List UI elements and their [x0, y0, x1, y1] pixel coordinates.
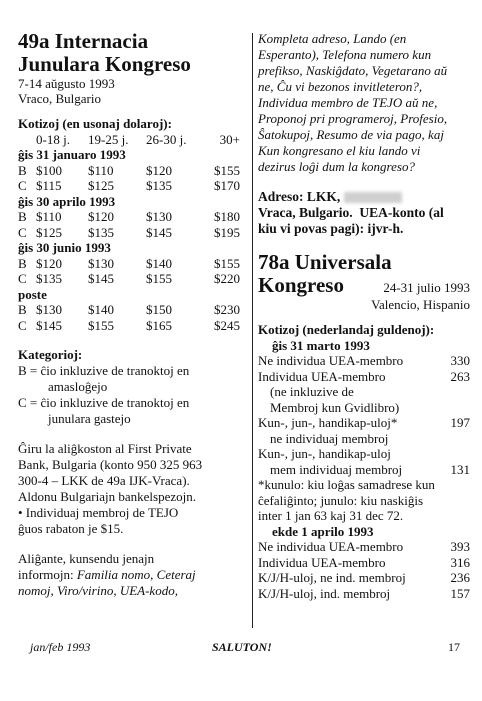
- ijk-place: Vraco, Bulgario: [18, 91, 101, 106]
- signup-line: [18, 567, 250, 583]
- signup-italic: Familia nomo, Ceteraj: [76, 566, 196, 582]
- fee-note: Membroj kun Gvidlibro): [270, 399, 400, 415]
- fee-cell: $120: [146, 162, 172, 178]
- category-letter: C: [18, 317, 27, 333]
- address-block: [258, 189, 470, 237]
- fee-value: 157: [450, 585, 470, 601]
- fee-row: [18, 163, 250, 179]
- fee-cell: $120: [88, 209, 114, 224]
- fee-cell: $135: [36, 271, 62, 286]
- fee-row: [18, 209, 250, 225]
- fee-cell: $115: [36, 178, 62, 193]
- fee-note: (ne inkluzive de: [270, 384, 354, 399]
- fee-cell: $145: [88, 271, 114, 286]
- fee-cell: $155: [88, 317, 114, 333]
- payment-paragraph: [18, 441, 250, 537]
- fee-value: 197: [450, 415, 470, 430]
- footer-magazine: SALUTON!: [212, 640, 272, 654]
- fee-cell: $170: [214, 178, 240, 193]
- continued-line: dezirus loĝi dum la kongreso?: [258, 159, 415, 174]
- address-label: Adreso: LKK,: [258, 189, 341, 204]
- fee-cell: $130: [146, 209, 172, 224]
- uk-place: Valencio, Hispanio: [371, 297, 470, 312]
- column-divider: [252, 33, 253, 628]
- address-city: Vraca, Bulgario.: [258, 205, 353, 220]
- fee-cell: $120: [36, 255, 62, 271]
- fee-row: [258, 353, 470, 369]
- category-letter: B: [18, 209, 27, 224]
- fee-row: [258, 570, 470, 586]
- address-line: kiu vi povas pagi): ijvr-h.: [258, 221, 404, 236]
- uk-title-row: [258, 274, 470, 297]
- payment-line: ĝuos rabaton je $15.: [18, 520, 124, 536]
- fee-cell: $145: [36, 317, 62, 333]
- uk-period-1: ĝis 31 marto 1993: [272, 337, 370, 353]
- signup-line: nomoj, Viro/virino, UEA-kodo,: [18, 582, 178, 598]
- ijk-fee-table: [18, 147, 250, 333]
- category-b-line1: B = ĉio inkluzive de tranoktoj en: [18, 362, 190, 378]
- footnote-line: *kunulo: kiu loĝas samadrese kun: [258, 477, 435, 492]
- fee-label: K/J/H-uloj, ind. membroj: [258, 585, 391, 601]
- fee-label: Kun-, jun-, handikap-uloj: [258, 446, 391, 461]
- uk-title-line2: Kongreso: [258, 273, 344, 297]
- category-letter: C: [18, 178, 27, 193]
- category-b-line2: amasloĝejo: [48, 378, 108, 394]
- fee-row: [258, 555, 470, 571]
- fee-cell: $140: [146, 255, 172, 271]
- fee-cell: $155: [214, 162, 240, 178]
- fee-label: Ne individua UEA-membro: [258, 539, 404, 554]
- fee-cell: $180: [214, 209, 240, 224]
- period-label: ĝis 31 januaro 1993: [18, 147, 126, 162]
- category-b: [18, 363, 250, 395]
- category-letter: C: [18, 224, 27, 240]
- uk-title-line1: 78a Universala: [258, 250, 392, 274]
- fee-label: Kun-, jun-, handikap-uloj*: [258, 415, 398, 430]
- fee-row: [18, 318, 250, 334]
- fee-cell: $135: [146, 178, 172, 193]
- fee-row: [258, 369, 470, 385]
- period-label: ĝis 30 junio 1993: [18, 240, 111, 255]
- fee-note: ne individuaj membroj: [270, 430, 389, 446]
- fee-row: [258, 539, 470, 555]
- payment-line: Aldonu Bulgariajn bankelspezojn.: [18, 488, 196, 504]
- category-c-line1: C = ĉio inkluzive de tranoktoj en: [18, 394, 190, 410]
- uk-fees-title: Kotizoj (nederlandaj guldenoj):: [258, 322, 435, 337]
- ijk-fees-title: Kotizoj (en usonaj dolaroj):: [18, 116, 172, 131]
- continued-line: Esperanto), Telefona numero kun: [258, 47, 432, 62]
- continued-line: Proponoj pri programeroj, Profesio,: [258, 111, 448, 126]
- address-line: [258, 205, 470, 221]
- payment-line: 300-4 – LKK de 49a IJK-Vraca).: [18, 472, 190, 488]
- ijk-title-line2: Junulara Kongreso: [18, 52, 191, 76]
- category-c-line2: junulara gastejo: [48, 410, 131, 426]
- fee-label: Individua UEA-membro: [258, 368, 386, 384]
- fee-cell: $125: [36, 224, 62, 240]
- continued-list: [258, 31, 470, 175]
- fee-label: mem individuaj membroj: [270, 461, 403, 477]
- signup-paragraph: [18, 551, 250, 599]
- age-col-1: 0-18 j.: [36, 131, 70, 147]
- left-column: [18, 30, 250, 599]
- signup-text: informojn:: [18, 566, 77, 582]
- fee-label: Ne individua UEA-membro: [258, 353, 404, 368]
- footnote-line: inter 1 jan 63 kaj 31 dec 72.: [258, 508, 404, 523]
- right-column: [258, 31, 470, 601]
- continued-line: prefikso, Naskiĝdato, Vegetarano aŭ: [258, 63, 448, 78]
- uk-period-2: ekde 1 aprilo 1993: [272, 523, 374, 539]
- age-header: [18, 132, 250, 148]
- fee-value: 330: [450, 353, 470, 368]
- fee-label: Individua UEA-membro: [258, 554, 386, 570]
- continued-line: Kompleta adreso, Lando (en: [258, 31, 407, 46]
- fee-row: [18, 225, 250, 241]
- age-col-3: 26-30 j.: [146, 131, 187, 147]
- fee-cell: $155: [214, 255, 240, 271]
- fee-row: [258, 415, 470, 431]
- payment-line: • Individuaj membroj de TEJO: [18, 504, 179, 520]
- fee-row: [18, 178, 250, 194]
- fee-row: [18, 302, 250, 318]
- fee-cell: $230: [214, 302, 240, 317]
- fee-cell: $155: [146, 271, 172, 286]
- fee-cell: $100: [36, 162, 62, 178]
- fee-cell: $135: [88, 224, 114, 240]
- fee-cell: $220: [214, 271, 240, 286]
- fee-cell: $110: [36, 209, 62, 224]
- fee-cell: $125: [88, 178, 114, 193]
- age-col-2: 19-25 j.: [88, 131, 129, 147]
- uea-konto: UEA-konto (al: [359, 205, 444, 220]
- footnote: [258, 477, 470, 524]
- footnote-line: ĉefaliĝinto; junulo: kiu naskiĝis: [258, 492, 424, 508]
- continued-line: ne, Ĉu vi bezonos invitleteron?,: [258, 79, 423, 94]
- ijk-dates: 7-14 aŭgusto 1993: [18, 76, 115, 91]
- payment-line: Ĝiru la aliĝkoston al First Private: [18, 440, 192, 456]
- fee-value: 316: [450, 554, 470, 570]
- categories-title: Kategorioj:: [18, 347, 83, 362]
- uk-dates: 24-31 julio 1993: [383, 280, 470, 295]
- fee-cell: $195: [214, 224, 240, 240]
- fee-row: [18, 256, 250, 272]
- category-letter: B: [18, 302, 27, 317]
- fee-value: 236: [450, 570, 470, 585]
- fee-cell: $130: [88, 255, 114, 271]
- signup-line: Aliĝante, kunsendu jenajn: [18, 550, 155, 566]
- fee-row: [18, 271, 250, 287]
- category-letter: C: [18, 271, 27, 286]
- fee-value: 131: [450, 461, 470, 477]
- address-line: [258, 189, 470, 205]
- fee-cell: $140: [88, 302, 114, 317]
- fee-value: 263: [450, 368, 470, 384]
- fee-cell: $110: [88, 162, 114, 178]
- fee-value: 393: [450, 539, 470, 554]
- continued-line: Ŝatokupoj, Resumo de via pago, kaj: [258, 127, 444, 142]
- fee-row: [258, 462, 470, 478]
- age-col-4: 30+: [219, 131, 240, 147]
- ijk-title-line1: 49a Internacia: [18, 29, 149, 53]
- fee-cell: $145: [146, 224, 172, 240]
- continued-line: Individua membro de TEJO aŭ ne,: [258, 95, 438, 110]
- fee-label: K/J/H-uloj, ne ind. membroj: [258, 570, 406, 585]
- fee-cell: $150: [146, 302, 172, 317]
- page-number: 17: [448, 640, 460, 654]
- fee-cell: $130: [36, 302, 62, 317]
- redacted-address: [344, 192, 402, 203]
- fee-cell: $245: [214, 317, 240, 333]
- footer-date: jan/feb 1993: [30, 640, 91, 654]
- category-letter: B: [18, 255, 27, 271]
- category-letter: B: [18, 162, 27, 178]
- fee-cell: $165: [146, 317, 172, 333]
- fee-row: [258, 586, 470, 602]
- payment-line: Bank, Bulgaria (konto 950 325 963: [18, 456, 203, 472]
- period-label: ĝis 30 aprilo 1993: [18, 193, 116, 209]
- category-c: [18, 395, 250, 427]
- continued-line: Kun kongresano el kiu lando vi: [258, 143, 421, 158]
- period-label: poste: [18, 286, 47, 302]
